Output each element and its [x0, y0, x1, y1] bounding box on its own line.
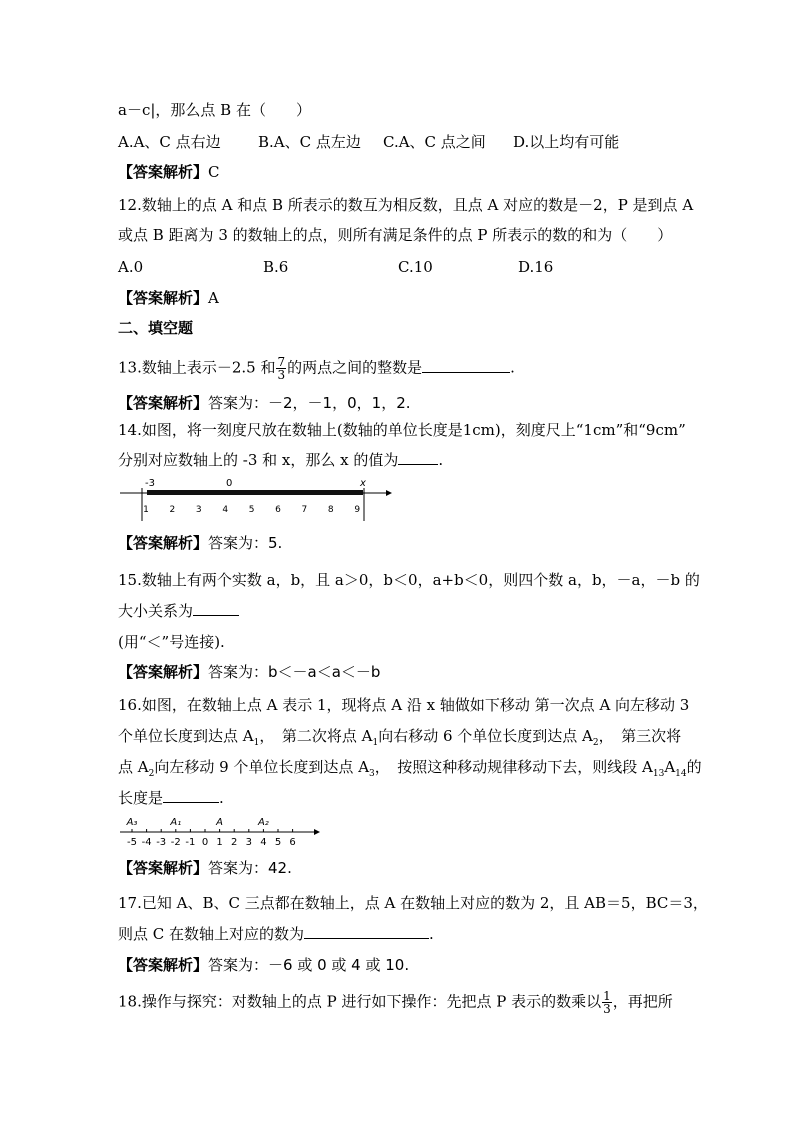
tick-label: 0 [201, 837, 209, 848]
tick-label: 6 [289, 837, 296, 848]
q11-answer [118, 162, 220, 182]
subscript: 1 [253, 738, 260, 748]
q14-stem-line1: 14.如图，将一刻度尺放在数轴上(数轴的单位长度是1cm)，刻度尺上“1cm”和“9cm” [118, 421, 686, 439]
q14-ruler-figure [118, 474, 393, 524]
q17-stem-line1: 17.已知 A、B、C 三点都在数轴上，点 A 在数轴上对应的数为 2，且 AB＝5，BC＝3， [118, 894, 708, 912]
q16-end: . [219, 789, 224, 807]
tick-label: -5 [127, 837, 137, 848]
section-title: 二、填空题 [118, 319, 194, 337]
q17-line2-text: 则点 C 在数轴上对应的数为 [118, 925, 305, 943]
q18-prefix: 18.操作与探究：对数轴上的点 P 进行如下操作：先把点 P 表示的数乘以 [118, 992, 602, 1011]
q16-line4-text: 长度是 [118, 789, 164, 807]
q16-stem-line3 [118, 757, 702, 784]
q16-stem-line4 [118, 788, 224, 808]
answer-value: 答案为：42. [208, 859, 292, 877]
q13-prefix: 13.数轴上表示－2.5 和 [118, 358, 276, 377]
subscript: 1 [372, 738, 379, 748]
tick-label: 5 [274, 837, 282, 848]
q16-text: ， 按照这种移动规律移动下去，则线段 A [374, 758, 653, 776]
q17-stem-line2 [118, 924, 434, 944]
axis-label-neg3: -3 [145, 478, 155, 489]
q16-stem-line1: 16.如图，在数轴上点 A 表示 1，现将点 A 沿 x 轴做如下移动 第一次点 A 向左移动 3 [118, 696, 690, 714]
q16-stem-line2 [118, 726, 681, 753]
subscript: 13 [652, 769, 665, 779]
ruler-tick-label: 8 [327, 505, 334, 515]
answer-blank [304, 924, 429, 939]
subscript: 14 [675, 769, 687, 779]
q12-option-b: B.6 [263, 258, 289, 276]
answer-label: 【答案解析】 [118, 956, 209, 974]
fraction-denominator: 3 [277, 368, 286, 382]
tick-label: -1 [185, 837, 196, 848]
q11-option-d: D.以上均有可能 [513, 133, 620, 151]
tick-label: 2 [231, 837, 238, 848]
q12-option-c: C.10 [398, 258, 433, 276]
q11-option-c: C.A、C 点之间 [383, 133, 486, 151]
q15-stem-line2 [118, 601, 239, 621]
answer-value: 答案为：－6 或 0 或 4 或 10. [208, 956, 410, 974]
ruler-bar [147, 490, 363, 495]
point-label: A₂ [257, 817, 269, 828]
fraction-denominator: 3 [603, 1002, 611, 1016]
answer-value: A [208, 289, 219, 307]
axis-label-zero: 0 [226, 478, 233, 489]
q12-answer [118, 288, 219, 308]
q17-answer [118, 955, 409, 975]
q13-stem [118, 356, 515, 381]
q13-fraction [276, 356, 286, 381]
answer-blank [163, 788, 219, 803]
q16-text: 点 A [118, 758, 149, 776]
axis-arrow-icon [386, 490, 392, 496]
answer-label: 【答案解析】 [118, 534, 209, 552]
q12-stem-line2: 或点 B 距离为 3 的数轴上的点，则所有满足条件的点 P 所表示的数的和为（ ） [118, 226, 673, 244]
answer-value: 答案为：5. [208, 534, 283, 552]
q15-line2-text: 大小关系为 [118, 602, 194, 620]
tick-label: -4 [141, 837, 152, 848]
answer-value: 答案为：b＜－a＜a＜－b [208, 663, 381, 681]
q16-text: 的 [686, 758, 702, 776]
q15-stem-line1: 15.数轴上有两个实数 a，b，且 a＞0，b＜0，a+b＜0，则四个数 a，b，－a，－b 的 [118, 571, 700, 589]
q12-stem-line1: 12.数轴上的点 A 和点 B 所表示的数互为相反数，且点 A 对应的数是－2，P 是到点 A [118, 196, 694, 214]
q16-text: ， 第二次将点 A [259, 727, 373, 745]
answer-blank [398, 450, 438, 465]
ruler-tick-label: 3 [195, 505, 202, 515]
ruler-tick-label: 5 [248, 505, 255, 515]
tick-label: 4 [260, 837, 267, 848]
q16-text: 向左移动 9 个单位长度到达点 A [154, 758, 370, 776]
q16-text: 个单位长度到达点 A [118, 727, 254, 745]
q16-text: 向右移动 6 个单位长度到达点 A [378, 727, 593, 745]
q18-suffix: ，再把所 [612, 992, 673, 1011]
ruler-tick-label: 2 [169, 505, 176, 515]
tick-label: 1 [216, 837, 223, 848]
q16-text: A [664, 758, 676, 776]
q12-option-d: D.16 [518, 258, 554, 276]
q11-option-a: A.A、C 点右边 [118, 133, 221, 151]
answer-label: 【答案解析】 [118, 163, 209, 181]
q15-answer [118, 662, 380, 682]
q16-text: ， 第三次将 [598, 727, 682, 745]
q16-answer [118, 858, 292, 878]
answer-label: 【答案解析】 [118, 289, 209, 307]
point-label: A₁ [170, 817, 182, 828]
fraction-numerator: 7 [277, 355, 286, 369]
q17-end: . [429, 925, 434, 943]
q11-option-b: B.A、C 点左边 [258, 133, 361, 151]
ruler-tick-label: 1 [143, 505, 149, 515]
q13-end: . [510, 358, 515, 377]
q18-stem [118, 990, 673, 1015]
ruler-ticks [143, 505, 360, 515]
subscript: 2 [592, 738, 599, 748]
answer-blank [422, 358, 510, 373]
q13-answer [118, 393, 411, 413]
fraction-numerator: 1 [603, 989, 611, 1003]
axis-label-x: x [360, 478, 366, 489]
axis-arrow-icon [314, 829, 320, 835]
ruler-tick-label: 9 [354, 505, 361, 515]
ruler-tick-label: 4 [222, 505, 229, 515]
answer-label: 【答案解析】 [118, 859, 209, 877]
q15-stem-line3: (用“＜”号连接). [118, 633, 225, 651]
q12-option-a: A.0 [118, 258, 144, 276]
q13-suffix: 的两点之间的整数是 [287, 358, 423, 377]
answer-value: 答案为：－2，－1，0，1，2. [208, 394, 411, 412]
subscript: 2 [148, 769, 155, 779]
point-labels [126, 817, 269, 828]
answer-label: 【答案解析】 [118, 394, 209, 412]
q14-line2-text: 分别对应数轴上的 -3 和 x，那么 x 的值为 [118, 451, 399, 469]
point-label: A [216, 817, 224, 828]
tick-label: -3 [156, 837, 167, 848]
q18-fraction [602, 990, 612, 1015]
point-label: A₃ [126, 817, 138, 828]
answer-value: C [208, 163, 220, 181]
q14-stem-line2 [118, 450, 443, 470]
subscript: 3 [369, 769, 375, 779]
answer-blank [193, 601, 239, 616]
ruler-tick-label: 6 [275, 505, 281, 515]
ruler-tick-label: 7 [301, 505, 308, 515]
answer-label: 【答案解析】 [118, 663, 209, 681]
q14-answer [118, 533, 282, 553]
q11-stem-tail: a－c|，那么点 B 在（ ） [118, 101, 311, 119]
q14-end: . [438, 451, 444, 469]
tick-label: 3 [245, 837, 252, 848]
q16-number-line-figure [118, 814, 323, 850]
tick-label: -2 [170, 837, 181, 848]
